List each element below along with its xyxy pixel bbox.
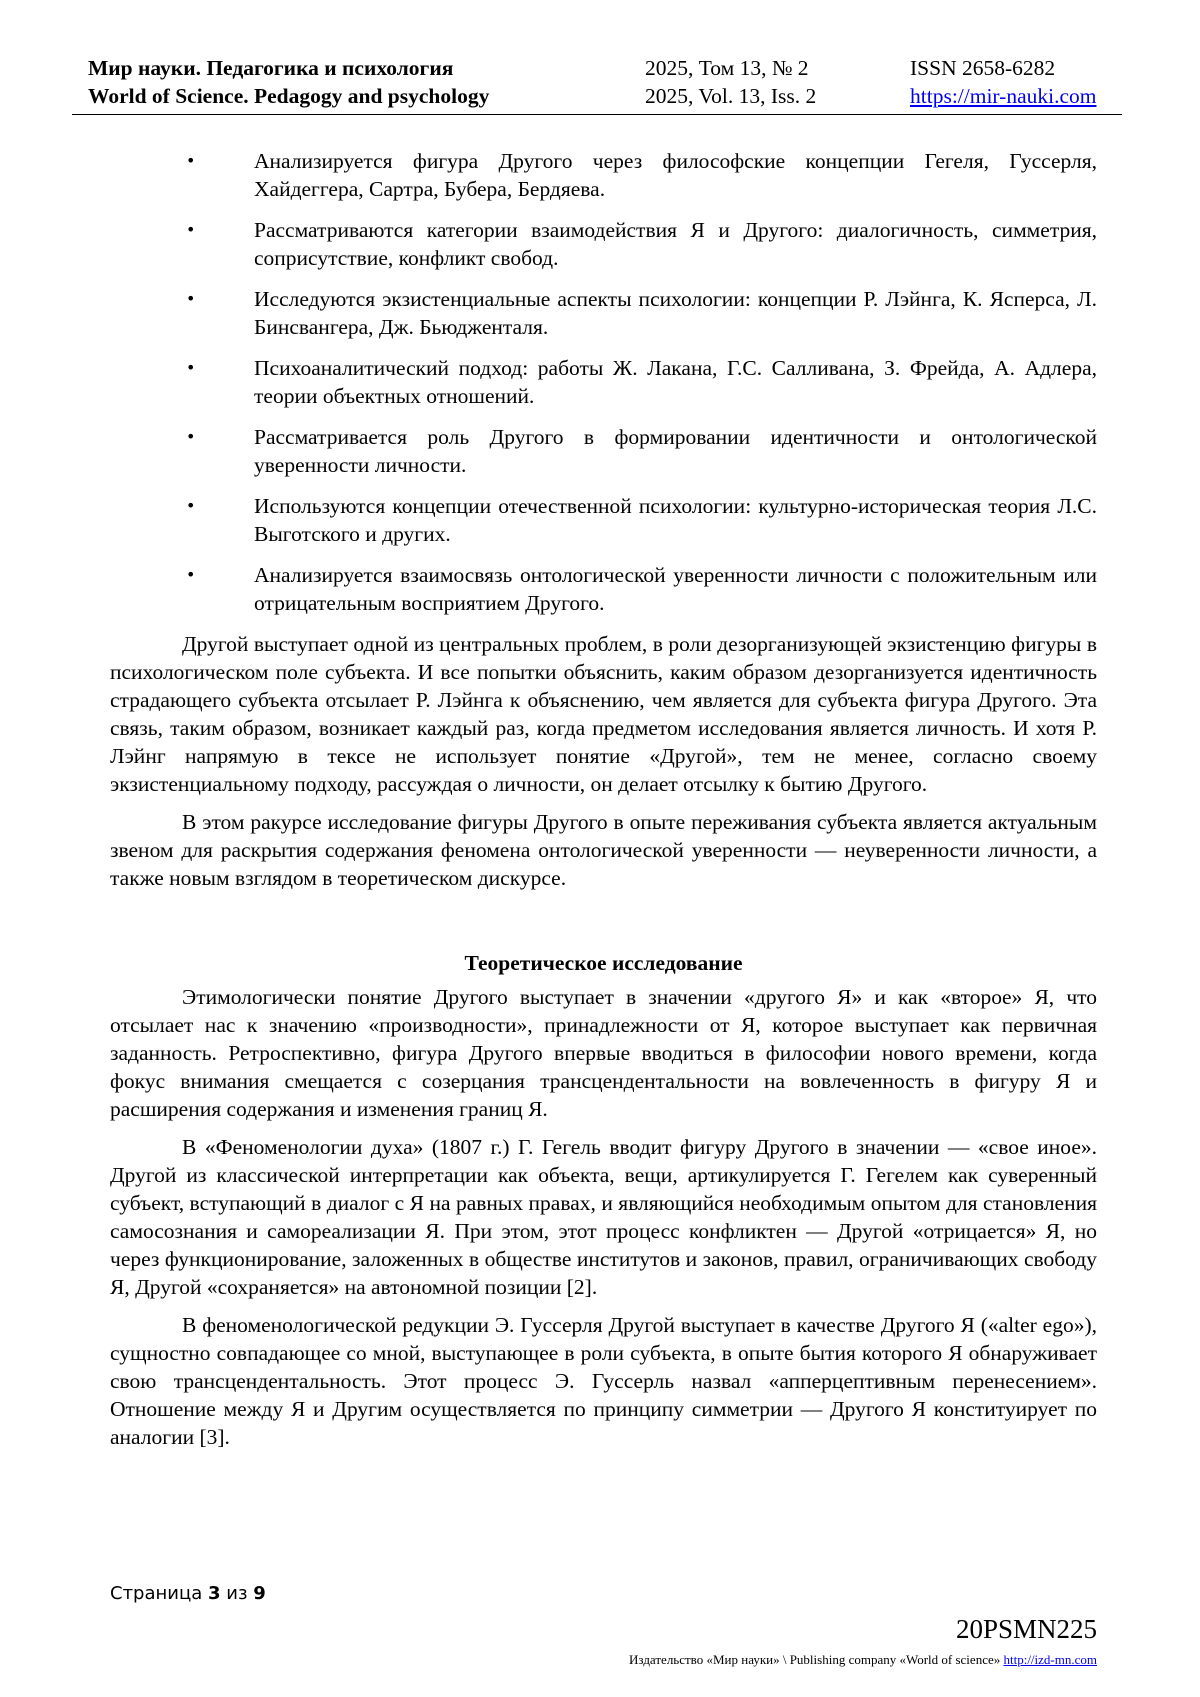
bullet-icon: • xyxy=(186,358,196,377)
list-item-text: Анализируется фигура Другого через философские концепции Гегеля, Гуссерля, Хайдеггера, Сартра, Бубера, Бердяева. xyxy=(254,149,1097,201)
list-item xyxy=(110,285,1097,341)
methods-list xyxy=(110,147,1097,617)
list-item xyxy=(110,216,1097,272)
list-item xyxy=(110,147,1097,203)
journal-title-block xyxy=(88,54,489,110)
publisher-line xyxy=(629,1652,1097,1668)
list-item-text: Исследуются экзистенциальные аспекты психологии: концепции Р. Лэйнга, К. Ясперса, Л. Бинсвангера, Дж. Бьюдженталя. xyxy=(254,287,1097,339)
body-paragraph: В «Феноменологии духа» (1807 г.) Г. Гегель вводит фигуру Другого в значении — «свое иное». Другой из классической интерпретации как объекта, вещи, артикулируется Г. Гегелем как суверенный субъект, вступающий в диалог с Я на равных правах, и являющийся необходимым опытом для становления самосознания и самореализации Я. При этом, этот процесс конфликтен — Другой «отрицается» Я, но через функционирование, заложенных в обществе институтов и законов, правил, ограничивающих свободу Я, Другой «сохраняется» на автономной позиции [2]. xyxy=(110,1135,1097,1299)
bullet-icon: • xyxy=(186,289,196,308)
journal-title-en: World of Science. Pedagogy and psychology xyxy=(88,84,490,108)
list-item-text: Рассматриваются категории взаимодействия Я и Другого: диалогичность, симметрия, соприсутствие, конфликт свобод. xyxy=(254,218,1097,270)
page-current: 3 xyxy=(208,1583,221,1604)
bullet-icon: • xyxy=(186,565,196,584)
list-item xyxy=(110,561,1097,617)
intro-paragraph: В этом ракурсе исследование фигуры Другого в опыте переживания субъекта является актуальным звеном для раскрытия содержания феномена онтологической уверенности — неуверенности личности, а также новым взглядом в теоретическом дискурсе. xyxy=(110,810,1097,890)
article-body xyxy=(110,147,1097,1461)
journal-header xyxy=(72,52,1122,115)
list-item-text: Используются концепции отечественной психологии: культурно-историческая теория Л.С. Выготского и других. xyxy=(254,494,1097,546)
issn: ISSN 2658-6282 xyxy=(910,56,1056,80)
list-item-text: Психоаналитический подход: работы Ж. Лакана, Г.С. Салливана, З. Фрейда, А. Адлера, теории объектных отношений. xyxy=(254,356,1097,408)
article-code: 20PSMN225 xyxy=(955,1614,1097,1644)
page-counter xyxy=(110,1583,266,1604)
bullet-icon: • xyxy=(186,427,196,446)
page-word: Страница xyxy=(110,1583,203,1604)
issue-info-block xyxy=(645,54,816,110)
list-item xyxy=(110,354,1097,410)
bullet-icon: • xyxy=(186,151,196,170)
list-item xyxy=(110,492,1097,548)
list-item xyxy=(110,423,1097,479)
bullet-icon: • xyxy=(186,220,196,239)
list-item-text: Анализируется взаимосвязь онтологической уверенности личности с положительным или отрицательным восприятием Другого. xyxy=(254,563,1097,615)
list-item-text: Рассматривается роль Другого в формировании идентичности и онтологической уверенности личности. xyxy=(254,425,1097,477)
bullet-icon: • xyxy=(186,496,196,515)
journal-site-link[interactable]: https://mir-nauki.com xyxy=(910,84,1097,108)
body-paragraph: В феноменологической редукции Э. Гуссерля Другой выступает в качестве Другого Я («alter ego»), сущностно совпадающее со мной, выступающее в роли субъекта, в опыте бытия которого Я обнаруживает свою трансцендентальность. Этот процесс Э. Гуссерль назвал «апперцептивным перенесением». Отношение между Я и Другим осуществляется по принципу симметрии — Другого Я конституирует по аналогии [3]. xyxy=(110,1313,1097,1449)
body-paragraph: Этимологически понятие Другого выступает в значении «другого Я» и как «вторoе» Я, что отсылает нас к значению «производности», принадлежности от Я, которое выступает как первичная заданность. Ретроспективно, фигура Другого впервые вводиться в философии нового времени, когда фокус внимания смещается с созерцания трансцендентальности на вовлеченность в фигуру Я и расширения содержания и изменения границ Я. xyxy=(110,985,1097,1121)
issn-block xyxy=(910,54,1096,110)
issue-info-ru: 2025, Том 13, № 2 xyxy=(645,56,809,80)
publisher-text: Издательство «Мир науки» \ Publishing company «World of science» xyxy=(629,1652,1001,1667)
section-heading: Теоретическое исследование xyxy=(464,951,743,975)
page-total: 9 xyxy=(253,1583,266,1604)
journal-title-ru: Мир науки. Педагогика и психология xyxy=(88,56,454,80)
of-word: из xyxy=(226,1583,248,1604)
issue-info-en: 2025, Vol. 13, Iss. 2 xyxy=(645,84,817,108)
publisher-link[interactable]: http://izd-mn.com xyxy=(1003,1652,1097,1667)
intro-paragraph: Другой выступает одной из центральных проблем, в роли дезорганизующей экзистенцию фигуры в психологическом поле субъекта. И все попытки объяснить, каким образом дезорганизуется идентичность страдающего субъекта отсылает Р. Лэйнга к объяснению, чем является для субъекта фигура Другого. Эта связь, таким образом, возникает каждый раз, когда предметом исследования является личность. И хотя Р. Лэйнг напрямую в тексе не использует понятие «Другой», тем не менее, согласно своему экзистенциальному подходу, рассуждая о личности, он делает отсылку к бытию Другого. xyxy=(110,632,1097,796)
